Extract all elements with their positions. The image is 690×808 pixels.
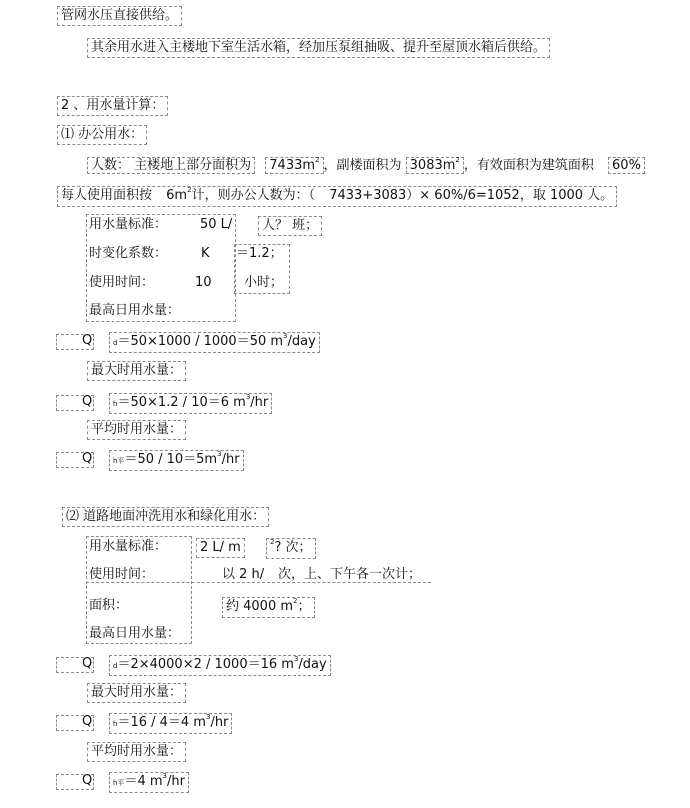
people-text-d: 每人使用面积按	[61, 188, 153, 203]
office-q1-formula: d＝50×1000 / 1000＝50 $m^3$/day	[109, 332, 320, 353]
office-std-label: 用水量标准：	[89, 217, 168, 232]
people-line-1	[87, 157, 645, 176]
area-annex: $3083m^2$	[406, 157, 464, 174]
road-avg-label: 平均时用水量：	[87, 742, 186, 762]
office-max-day-label: 最高日用水量：	[89, 303, 181, 318]
section-title: 2 、用水量计算：	[57, 96, 168, 116]
intro-line-1: 管网水压直接供给。	[57, 6, 182, 26]
road-q2-formula: h＝16 / 4＝4 $m^3/hr$	[109, 713, 232, 734]
office-time-unit: 小时；	[244, 275, 284, 290]
ratio: 60%	[608, 157, 645, 174]
road-q3-formula: h平＝4 $m^3/hr$	[109, 772, 189, 793]
office-heading: ⑴ 办公用水：	[57, 125, 147, 145]
area-main: $7433m^2$	[265, 157, 323, 174]
per-area: $6m^2$	[166, 186, 192, 203]
road-time-value: 以 2 h/	[222, 567, 265, 582]
road-time-unit: 次，上、下午各一次计；	[278, 567, 422, 582]
road-q2-symbol: Q	[82, 714, 93, 729]
office-time-label: 使用时间：	[89, 275, 155, 290]
road-area-value: 约 4000 $m^2$；	[222, 597, 315, 618]
office-std-value: 50 L/	[200, 217, 233, 232]
office-k-symbol: K	[201, 246, 210, 261]
road-time-label: 使用时间：	[89, 567, 155, 582]
office-std-unit: 人？ 班；	[258, 216, 322, 236]
office-q1-symbol: Q	[82, 333, 93, 348]
road-std-unit: $^2$? 次；	[266, 538, 316, 559]
office-q3-symbol: Q	[82, 451, 93, 466]
office-q3-formula: h平$=50 / 10=5m^3/hr$	[109, 450, 244, 471]
people-formula: 7433+3083）× 60%/6=1052，取 1000 人。	[329, 188, 614, 203]
office-k-label: 时变化系数：	[89, 246, 168, 261]
road-q1-symbol: Q	[82, 656, 93, 671]
office-max-hour-label: 最大时用水量：	[87, 361, 186, 381]
road-max-day-label: 最高日用水量：	[89, 626, 181, 641]
office-avg-label: 平均时用水量：	[87, 420, 186, 440]
road-area-label: 面积：	[89, 598, 129, 613]
road-q3-symbol: Q	[82, 773, 93, 788]
people-text-e: 计，则办公人数为：（	[191, 188, 316, 203]
road-q1-formula: d＝2×4000×2 / 1000＝16 $m^3$/day	[109, 655, 331, 676]
road-max-hour-label: 最大时用水量：	[87, 683, 186, 703]
office-q2-formula: h＝50×1.2 / 10＝6 $m^3/hr$	[109, 393, 272, 414]
people-text-b: ，副楼面积为	[323, 158, 402, 173]
intro-line-2: 其余用水进入主楼地下室生活水箱，经加压泵组抽吸、提升至屋顶水箱后供给。	[87, 38, 550, 58]
people-text-a: 人数： 主楼地上部分面积为	[87, 157, 255, 174]
people-text-c: ，有效面积为建筑面积	[463, 158, 594, 173]
office-time-value: 10	[195, 275, 212, 290]
road-heading: ⑵ 道路地面冲洗用水和绿化用水：	[62, 507, 269, 527]
people-line-2	[57, 186, 617, 207]
road-std-value: 2 L/ m	[196, 538, 245, 558]
office-q2-symbol: Q	[82, 394, 93, 409]
office-k-value: ＝1.2；	[236, 246, 283, 261]
road-std-label: 用水量标准：	[89, 539, 168, 554]
